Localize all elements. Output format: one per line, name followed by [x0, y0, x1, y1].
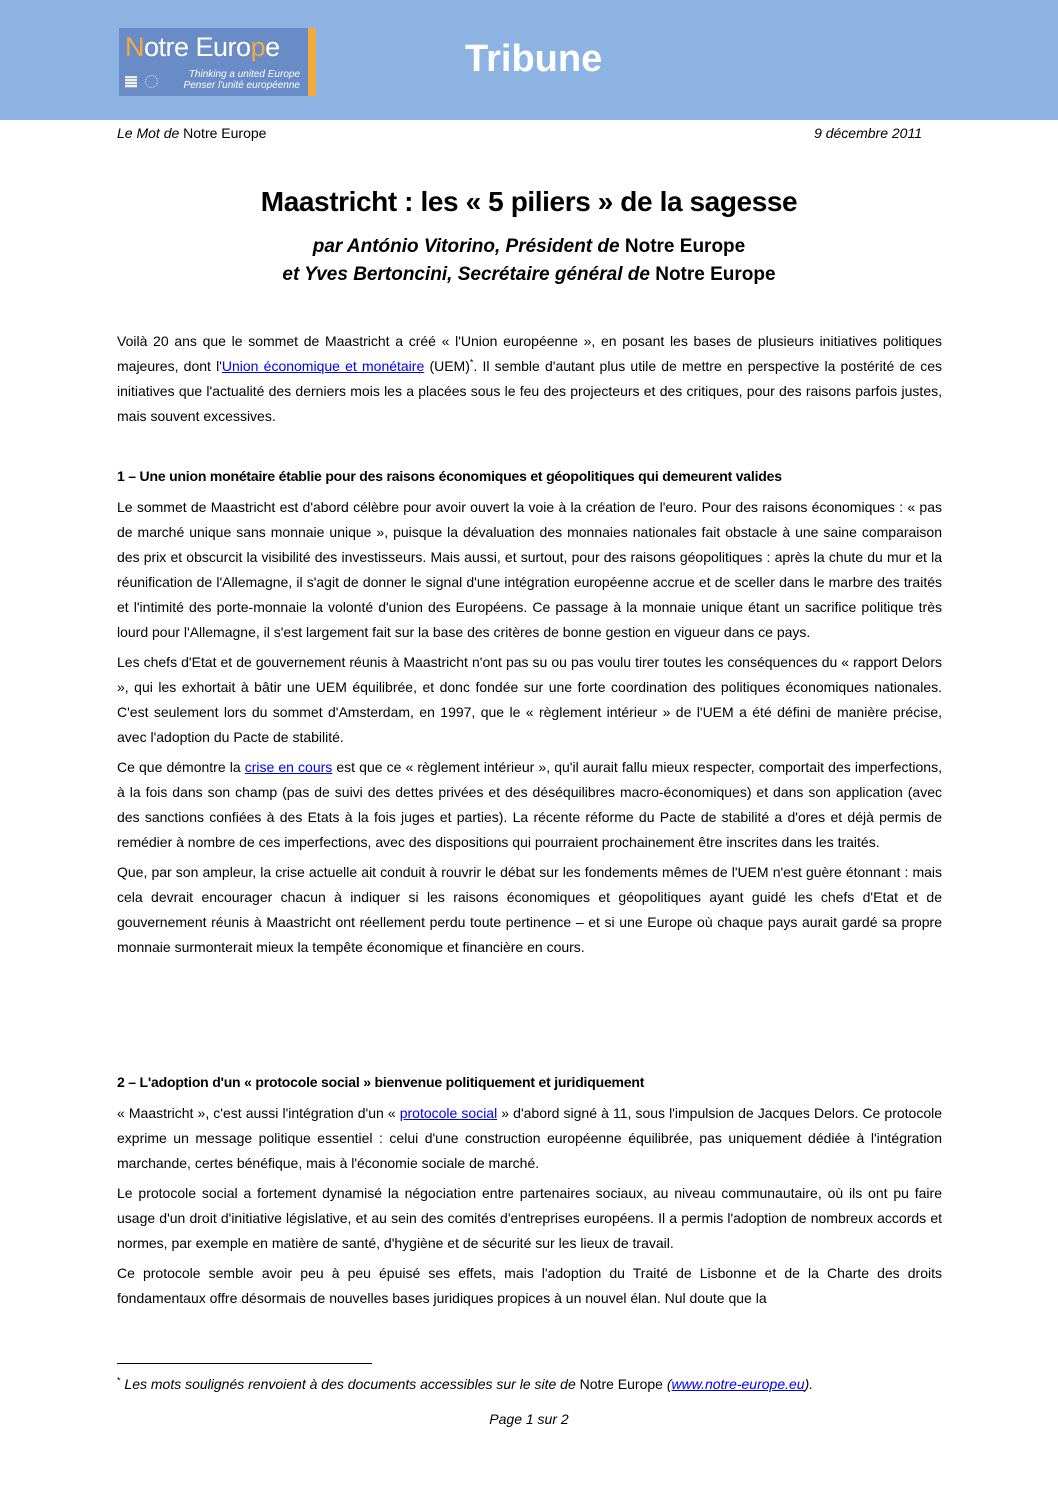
- logo-letter: N: [125, 32, 144, 62]
- date: 9 décembre 2011: [814, 125, 922, 141]
- text: (UEM): [424, 358, 470, 374]
- footnote: [117, 1376, 813, 1392]
- link-uem[interactable]: Union économique et monétaire: [221, 358, 425, 374]
- section-2: [117, 1070, 942, 1316]
- text: Ce que démontre la: [117, 759, 245, 775]
- text: ).: [804, 1376, 814, 1392]
- header-title: Tribune: [465, 38, 603, 80]
- text: » d'abord signé à 11, sous l'impulsion de Jacques Delors. Ce protocole exprime un message politique essentiel : celui d'une construction européenne équilibrée, pas uniquement dédiée à l'intégration marchande, certes bénéfique, mais à l'économie sociale de marché.: [117, 1105, 943, 1171]
- paragraph: Le sommet de Maastricht est d'abord célèbre pour avoir ouvert la voie à la création de l'euro. Pour des raisons économiques : « pas de marché unique sans monnaie unique », puisque la dévaluation des monnaies nationales fait obstacle à une saine comparaison des prix et obscurcit la visibilité des investisseurs. Mais aussi, et surtout, pour des raisons géopolitiques : après la chute du mur et la réunification de l'Allemagne, il s'agit de donner le signal d'une intégration européenne accrue et de sceller dans le marbre des traités et l'intimité des porte-monnaie la volonté d'union des Européens. Ce passage à la monnaie unique étant un sacrifice politique très lourd pour l'Allemagne, il s'est largement fait sur la base des critères de bonne gestion en vigueur dans ce pays.: [117, 499, 942, 640]
- footnote-mark: *: [469, 357, 474, 368]
- link-crise-en-cours[interactable]: crise en cours: [244, 759, 333, 775]
- intro-section: [117, 329, 942, 434]
- author-text: et Yves Bertoncini, Secrétaire général de: [282, 264, 650, 285]
- section-1: [117, 464, 942, 965]
- series-prefix: Le Mot de: [117, 125, 180, 141]
- author-line-2: [0, 264, 1058, 286]
- paragraph: [117, 755, 942, 855]
- text: Voilà 20 ans que le sommet de Maastricht a créé « l'Union européenne », en posant les bases de plusieurs initiatives politiques majeures, dont l': [117, 333, 942, 374]
- text: est que ce « règlement intérieur », qu'il aurait fallu mieux respecter, comportait des imperfections, à la fois dans son champ (pas de suivi des dettes privées et des déséquilibres macro-économiques) et dans son application (avec des sanctions confiées à des Etats à la fois juges et parties). La récente réforme du Pacte de stabilité a d'ores et déjà permis de remédier à nombre de ces imperfections, avec des dispositions qui pourraient prochainement être inscrites dans les traités.: [117, 759, 942, 850]
- website-link[interactable]: www.notre-europe.eu: [671, 1376, 805, 1392]
- footnote-divider: [117, 1363, 372, 1364]
- logo-tagline: Thinking a united Europe: [188, 69, 300, 80]
- logo-letter: p: [250, 32, 266, 62]
- section-heading: 2 – L'adoption d'un « protocole social » bienvenue politiquement et juridiquement: [117, 1074, 645, 1090]
- paragraph: [117, 1101, 942, 1176]
- paragraph: Que, par son ampleur, la crise actuelle ait conduit à rouvrir le débat sur les fondements mêmes de l'UEM n'est guère étonnant : mais cela devrait encourager chacun à indiquer si les raisons économiques et géopolitiques ayant guidé les chefs d'Etat et de gouvernement réunis à Maastricht ont réellement perdu toute pertinence – et si une Europe où chaque pays aurait gardé sa propre monnaie surmonterait mieux la tempête économique et financière en cours.: [117, 864, 942, 955]
- notre-europe-logo: [119, 28, 316, 96]
- paragraph: Le protocole social a fortement dynamisé la négociation entre partenaires sociaux, au niveau communautaire, où ils ont pu faire usage d'un droit d'initiative législative, et au sein des comités d'entreprises européens. Il a permis l'adoption de nombreux accords et normes, par exemple en matière de santé, d'hygiène et de sécurité sur les lieux de travail.: [117, 1185, 942, 1251]
- author-line-1: [0, 236, 1058, 258]
- logo-text: otre Euro: [144, 32, 251, 62]
- page-number: Page 1 sur 2: [489, 1411, 569, 1427]
- paragraph: Les chefs d'Etat et de gouvernement réunis à Maastricht n'ont pas su ou pas voulu tirer toutes les conséquences du « rapport Delors », qui les exhortait à bâtir une UEM équilibrée, et donc fondée sur une forte coordination des politiques économiques nationales. C'est seulement lors du sommet d'Amsterdam, en 1997, que le « règlement intérieur » de l'UEM a été défini de manière précise, avec l'adoption du Pacte de stabilité.: [117, 654, 942, 745]
- footnote-mark: *: [117, 1375, 121, 1386]
- paragraph: Ce protocole semble avoir peu à peu épuisé ses effets, mais l'adoption du Traité de Lisbonne et de la Charte des droits fondamentaux offre désormais de nouvelles bases juridiques propices à un nouvel élan. Nul doute que la: [117, 1265, 942, 1306]
- org-name: Notre Europe: [655, 264, 776, 285]
- section-heading: 1 – Une union monétaire établie pour des raisons économiques et géopolitiques qui demeurent valides: [117, 468, 782, 484]
- org-name: Notre Europe: [624, 236, 746, 257]
- org-name: Notre Europe: [579, 1376, 663, 1392]
- text: (: [662, 1376, 672, 1392]
- paragraph: [117, 329, 942, 429]
- author-text: par António Vitorino, Président de: [312, 236, 620, 257]
- link-protocole-social[interactable]: protocole social: [399, 1105, 498, 1121]
- document-title: Maastricht : les « 5 piliers » de la sagesse: [260, 186, 798, 217]
- text: « Maastricht », c'est aussi l'intégration d'un «: [117, 1105, 400, 1121]
- text: . Il semble d'autant plus utile de mettre en perspective la postérité de ces initiatives que l'actualité des derniers mois les a placées sous le feu des projecteurs et des critiques, pour des raisons parfois justes, mais souvent excessives.: [117, 358, 942, 424]
- text: Les mots soulignés renvoient à des documents accessibles sur le site de: [120, 1376, 580, 1392]
- logo-text: e: [265, 32, 280, 62]
- series-name: Notre Europe: [183, 125, 267, 141]
- flag-icon: [125, 76, 137, 88]
- logo-tagline: Penser l'unité européenne: [183, 80, 300, 91]
- series-label: [117, 125, 266, 141]
- eu-stars-icon: [145, 75, 158, 88]
